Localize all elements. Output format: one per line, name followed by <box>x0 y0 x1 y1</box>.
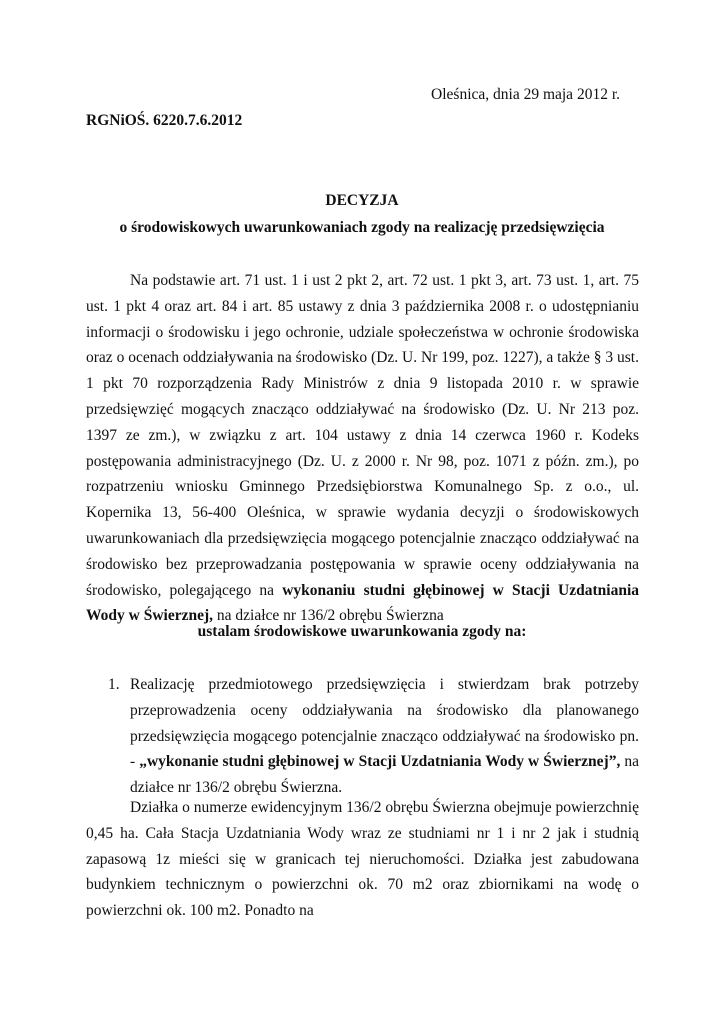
legal-basis-text: Na podstawie art. 71 ust. 1 i ust 2 pkt 2, art. 72 ust. 1 pkt 3, art. 73 ust. 1, art. 75 ust. 1 pkt 4 oraz art. 84 i art. 85 ustawy z dnia 3 października 2008 r. o udostępnianiu informacji o środowisku i jego ochronie, udziale społeczeństwa w ochronie środowiska oraz o ocenach oddziaływania na środowisko (Dz. U. Nr 199, poz. 1227), a także § 3 ust. 1 pkt 70 rozporządzenia Rady Ministrów z dnia 9 listopada 2010 r. w sprawie przedsięwzięć mogących znacząco oddziaływać na środowisko (Dz. U. Nr 213 poz. 1397 ze zm.), w związku z art. 104 ustawy z dnia 14 czerwca 1960 r. Kodeks postępowania administracyjnego (Dz. U. z 2000 r. Nr 98, poz. 1071 z późn. zm.), po rozpatrzeniu wniosku Gminnego Przedsiębiorstwa Komunalnego Sp. z o.o., ul. Kopernika 13, 56-400 Oleśnica, w sprawie wydania decyzji o środowiskowych uwarunkowaniach dla przedsięwzięcia mogącego potencjalnie znacząco oddziaływać na środowisko bez przeprowadzania postępowania w sprawie oceny oddziaływania na środowisko, polegającego na <box>86 272 639 599</box>
document-date: Oleśnica, dnia 29 maja 2012 r. <box>431 86 620 103</box>
list-item <box>86 672 639 801</box>
decision-subtitle: o środowiskowych uwarunkowaniach zgody na realizację przedsięwzięcia <box>119 219 605 236</box>
list-item-project-bold: „wykonanie studni głębinowej w Stacji Uzdatniania Wody w Świerznej”, <box>139 753 621 771</box>
list-item-location: na działce nr 136/2 obrębu Świerzna. <box>130 753 639 797</box>
list-item-number: 1. <box>108 676 120 693</box>
case-reference-number: RGNiOŚ. 6220.7.6.2012 <box>86 112 243 129</box>
list-item-text: Realizację przedmiotowego przedsięwzięcia i stwierdzam brak potrzeby przeprowadzenia oceny oddziaływania na środowisko dla planowanego przedsięwzięcia mogącego potencjalnie znacząco oddziaływać na środowisko pn. - <box>130 676 639 771</box>
establish-heading: ustalam środowiskowe uwarunkowania zgody na: <box>197 623 527 640</box>
plot-description-paragraph: Działka o numerze ewidencyjnym 136/2 obrębu Świerzna obejmuje powierzchnię 0,45 ha. Cała Stacja Uzdatniania Wody wraz ze studniami nr 1 i nr 2 jak i studnią zapasową 1z mieści się w granicach tej nieruchomości. Działka jest zabudowana budynkiem technicznym o powierzchni ok. 70 m2 oraz zbiornikami na wodę o powierzchni ok. 100 m2. Ponadto na <box>86 799 639 920</box>
decision-title: DECYZJA <box>325 192 399 209</box>
conditions-list <box>86 672 639 801</box>
legal-basis-paragraph <box>86 268 639 629</box>
project-name-bold: wykonaniu studni głębinowej w Stacji Uzdatniania Wody w Świerznej, <box>86 581 640 625</box>
legal-basis-location: na działce nr 136/2 obrębu Świerzna <box>213 607 444 625</box>
